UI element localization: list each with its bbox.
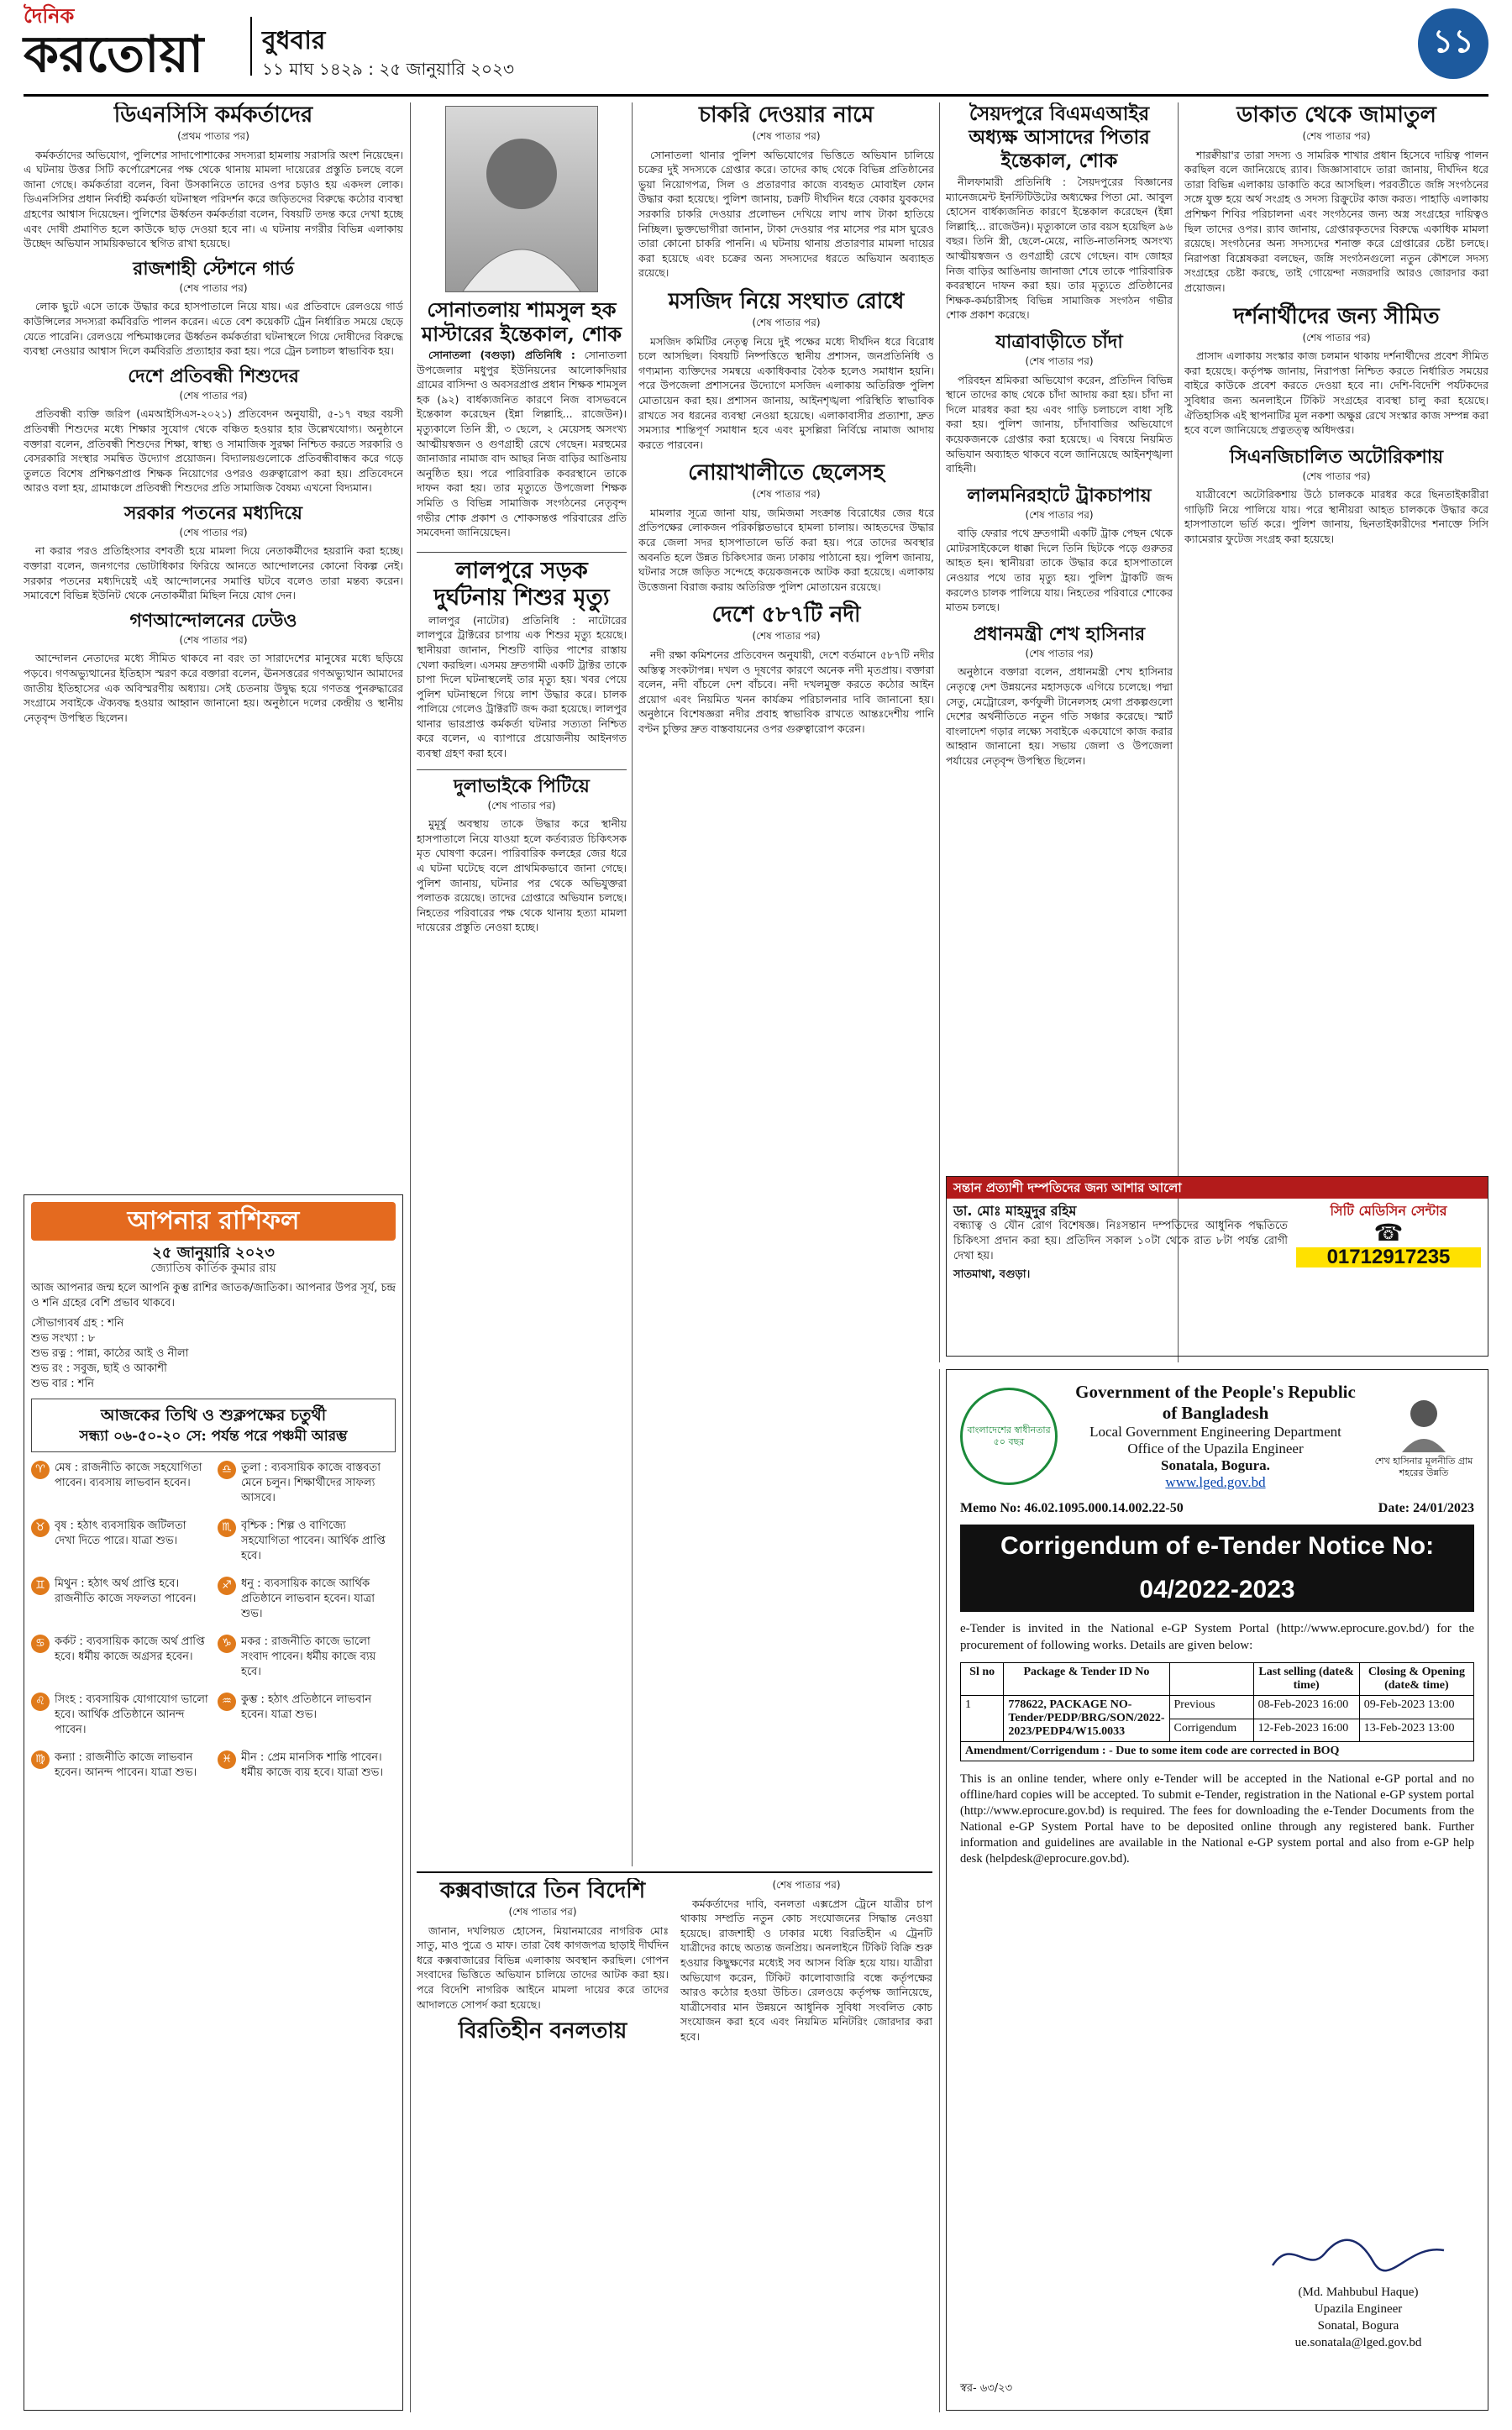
masthead-logo bbox=[24, 5, 242, 86]
article-headline: সৈয়দপুরে বিএমএআইর অধ্যক্ষ আসাদের পিতার ইন্তেকাল, শোক bbox=[969, 102, 1150, 172]
article-body: জানান, দখলিয়ত হোসেন, মিয়ানমারের নাগরিক মোঃ সাতু, মাও পুত্রে ও মাফ। তারা বৈধ কাগজপত্র ছাড়াই দীর্ঘদিন ধরে কক্সবাজারের বিভিন্ন এলাকায় অবস্থান করছিল। গোপন সংবাদের ভিত্তিতে অভিযান চালিয়ে তাদের আটক করা হয়। পরে বিদেশি নাগরিক আইনে মামলা দায়ের করে তাদের আদালতে সোপর্দ করা হয়েছে। bbox=[417, 1924, 669, 2011]
article-body: বাড়ি ফেরার পথে দ্রুতগামী একটি ট্রাক পেছন থেকে মোটরসাইকেলে ধাক্কা দিলে তিনি ছিটকে পড়ে গুরুতর আহত হন। স্থানীয়রা তাকে উদ্ধার করে হাসপাতালে নেওয়ার পথে তার মৃত্যু হয়। পুলিশ ট্রাকটি জব্দ করলেও চালক পালিয়ে যায়। নিহতের পরিবারে শোকের মাতম চলছে। bbox=[946, 527, 1173, 614]
article-govt bbox=[24, 502, 403, 603]
signature-block bbox=[1249, 2228, 1467, 2351]
zodiac-icon: ♊ bbox=[31, 1577, 50, 1595]
zodiac-icon: ♌ bbox=[31, 1693, 50, 1711]
tender-table bbox=[960, 1662, 1474, 1761]
table-header: Last selling (date& time) bbox=[1253, 1663, 1359, 1696]
article-dakat bbox=[1184, 102, 1488, 296]
portrait-icon bbox=[1399, 1393, 1449, 1452]
article-continuation: (শেষ পাতার পর) bbox=[1302, 130, 1371, 142]
tithi-title: আজকের তিথি ও শুক্লপক্ষের চতুর্থী bbox=[100, 1406, 327, 1425]
page-number-badge bbox=[1418, 8, 1488, 79]
rashi-item: ♓ মীন : প্রেম মানসিক শান্তি পাবেন। ধর্মীয় কাজে ব্যয় হবে। যাত্রা শুভ। bbox=[218, 1750, 396, 1781]
article-coxsbazar bbox=[417, 1878, 669, 2012]
column-divider bbox=[939, 102, 940, 1362]
article-jatrabari bbox=[946, 331, 1173, 476]
tender-title: Corrigendum of e-Tender Notice No: 04/2022-2023 bbox=[960, 1525, 1474, 1612]
article-headline: লালপুরে সড়ক দুর্ঘটনায় শিশুর মৃত্যু bbox=[433, 557, 610, 611]
article-rajshahi bbox=[24, 258, 403, 359]
article-body: প্রাসাদ এলাকায় সংস্কার কাজ চলমান থাকায় দর্শনার্থীদের প্রবেশ সীমিত করা হয়েছে। কর্তৃপক্ষ জানায়, নিরাপত্তা নিশ্চিত করতে নির্ধারিত সময়ের বাইরে কাউকে প্রবেশ করতে দেওয়া হবে না। দেশি-বিদেশি পর্যটকদের সুবিধার জন্য অনলাইনে টিকিট সংগ্রহের ব্যবস্থা চালু করা হয়েছে। ঐতিহাসিক এই স্থাপনাটির মূল নকশা অক্ষুণ্ণ রেখে সংস্কার কাজ সম্পন্ন করা হবে বলে জানিয়েছে প্রত্নতত্ত্ব অধিদপ্তর। bbox=[1184, 349, 1488, 437]
article-body: পরিবহন শ্রমিকরা অভিযোগ করেন, প্রতিদিন বিভিন্ন স্থানে তাদের কাছ থেকে চাঁদা আদায় করা হয়। চাঁদা না দিলে মারধর করা হয় এবং গাড়ি চলাচলে বাধা সৃষ্টি করা হয়। পুলিশ জানায়, চাঁদাবাজির অভিযোগে কয়েকজনকে গ্রেপ্তার করা হয়েছে। এ বিষয়ে নিয়মিত অভিযান অব্যাহত থাকবে বলে জানিয়েছে আইনশৃঙ্খলা বাহিনী। bbox=[946, 373, 1173, 475]
article-mosque bbox=[638, 289, 934, 452]
article-body: লালপুর (নাটোর) প্রতিনিধি : নাটোরের লালপুরে ট্রাক্টরের চাপায় এক শিশুর মৃত্যু হয়েছে। স্থানীয়রা জানান, শিশুটি বাড়ির পাশের রাস্তায় খেলা করছিল। এসময় দ্রুতগামী একটি ট্রাক্টর তাকে চাপা দিলে ঘটনাস্থলেই তার মৃত্যু হয়। খবর পেয়ে পুলিশ ঘটনাস্থলে গিয়ে লাশ উদ্ধার করে। চালক পালিয়ে গেলেও ট্রাক্টরটি জব্দ করা হয়েছে। লালপুর থানার ভারপ্রাপ্ত কর্মকর্তা ঘটনার সত্যতা নিশ্চিত করে বলেন, এ ব্যাপারে প্রয়োজনীয় আইনগত ব্যবস্থা গ্রহণ করা হবে। bbox=[417, 613, 627, 760]
rashi-item: ♎ তুলা : ব্যবসায়িক কাজে বাস্তবতা মেনে চলুন। শিক্ষার্থীদের সাফল্য আসবে। bbox=[218, 1461, 396, 1506]
article-headline: দুলাভাইকে পিটিয়ে bbox=[454, 774, 590, 797]
article-pm bbox=[946, 623, 1173, 769]
article-body: লোক ছুটে এসে তাকে উদ্ধার করে হাসপাতালে নিয়ে যায়। এর প্রতিবাদে রেলওয়ে গার্ড কাউন্সিলের সদস্যরা কর্মবিরতি পালন করেন। এতে বেশ কয়েকটি ট্রেন নির্ধারিত সময়ে ছেড়ে যেতে পারেনি। রেলওয়ে পশ্চিমাঞ্চলের ঊর্ধ্বতন কর্মকর্তারা ঘটনাস্থলে গিয়ে দোষীদের বিরুদ্ধে ব্যবস্থা নেওয়ার আশ্বাস দিলে কর্মবিরতি প্রত্যাহার করা হয়। পরে ট্রেন চলাচল স্বাভাবিক হয়। bbox=[24, 300, 403, 358]
article-body: মসজিদ কমিটির নেতৃত্ব নিয়ে দুই পক্ষের মধ্যে দীর্ঘদিন ধরে বিরোধ চলে আসছিল। বিষয়টি নিষ্পত্তিতে স্থানীয় প্রশাসন, জনপ্রতিনিধি ও গণ্যমান্য ব্যক্তিদের সমন্বয়ে একাধিকবার বৈঠক হলেও সমাধান হয়নি। পরে উপজেলা প্রশাসনের উদ্যোগে মসজিদ এলাকায় অতিরিক্ত পুলিশ মোতায়েন করা হয়। প্রশাসন জানায়, আইনশৃঙ্খলা পরিস্থিতি স্বাভাবিক রাখতে সব ধরনের ব্যবস্থা নেওয়া হয়েছে। এলাকাবাসীর প্রত্যাশা, দ্রুত সমস্যার শান্তিপূর্ণ সমাধান হবে এবং মুসল্লিরা নির্বিঘ্নে নামাজ আদায় করতে পারবেন। bbox=[638, 334, 934, 451]
lucky-line: শুভ রং : সবুজ, ছাই ও আকাশী bbox=[31, 1362, 167, 1375]
ad-footer: স্বর- ৬৩/২৩ bbox=[960, 2382, 1013, 2395]
article-headline: মসজিদ নিয়ে সংঘাত রোধে bbox=[668, 288, 905, 314]
article-body: সোনাতলা থানার পুলিশ অভিযোগের ভিত্তিতে অভিযান চালিয়ে চক্রের দুই সদস্যকে গ্রেপ্তার করে। তাদের কাছ থেকে বিভিন্ন প্রতিষ্ঠানের ভুয়া নিয়োগপত্র, সিল ও প্রতারণার কাজে ব্যবহৃত মোবাইল ফোন উদ্ধার করা হয়েছে। পুলিশ জানায়, চক্রটি দীর্ঘদিন ধরে বেকার যুবকদের সরকারি চাকরি দেওয়ার প্রলোভন দেখিয়ে লাখ লাখ টাকা হাতিয়ে নিচ্ছিল। ভুক্তভোগীরা জানান, টাকা দেওয়ার পর মাসের পর মাস ঘুরেও তারা কোনো চাকরি পাননি। এ ঘটনায় থানায় প্রতারণার মামলা দায়ের করা হয়েছে এবং চক্রের অন্য সদস্যদের ধরতে অভিযান অব্যাহত রয়েছে। bbox=[638, 148, 934, 280]
tithi-time: সন্ধ্যা ০৬-৫০-২০ সে: পর্যন্ত পরে পঞ্চমী আরম্ভ bbox=[79, 1428, 348, 1445]
article-saidpur bbox=[946, 102, 1173, 323]
article-headline: সরকার পতনের মধ্যদিয়ে bbox=[124, 501, 302, 524]
rashifal-date: ২৫ জানুয়ারি ২০২৩ bbox=[152, 1244, 275, 1262]
table-cell: 778622, PACKAGE NO- Tender/PEDP/BRG/SON/2022-2023/PEDP4/W15.0033 bbox=[1004, 1696, 1169, 1742]
rashifal-box bbox=[24, 1194, 403, 2411]
lucky-line: শুভ সংখ্যা : ৮ bbox=[31, 1332, 96, 1345]
masthead-divider bbox=[250, 17, 252, 76]
article-body: নীলফামারী প্রতিনিধি : সৈয়দপুরের বিজ্ঞানের ম্যানেজমেন্ট ইনস্টিটিউটের অধ্যক্ষের পিতা মো. আবুল হোসেন বার্ধক্যজনিত কারণে ইন্তেকাল করেছেন (ইন্না লিল্লাহি... রাজেউন)। মৃত্যুকালে তার বয়স হয়েছিল ৯৬ বছর। তিনি স্ত্রী, ছেলে-মেয়ে, নাতি-নাতনিসহ অসংখ্য আত্মীয়স্বজন ও গুণগ্রাহী রেখে গেছেন। বাদ জোহর নিজ বাড়ির আঙিনায় জানাজা শেষে তাকে পারিবারিক কবরস্থানে দাফন করা হয়। তার মৃত্যুতে প্রতিষ্ঠানের শিক্ষক-কর্মচারীসহ বিভিন্ন সামাজিক সংগঠন গভীর শোক প্রকাশ করেছে। bbox=[946, 176, 1173, 322]
obituary-text: সোনাতলা উপজেলার মধুপুর ইউনিয়নের আলোকদিয়ার গ্রামের বাসিন্দা ও অবসরপ্রাপ্ত প্রধান শিক্ষক শামসুল হক (৯২) বার্ধক্যজনিত কারণে নিজ বাসভবনে ইন্তেকাল করেছেন (ইন্না লিল্লাহি... রাজেউন)। মৃত্যুকালে তিনি স্ত্রী, ৩ ছেলে, ২ মেয়েসহ অসংখ্য আত্মীয়স্বজন ও গুণগ্রাহী রেখে গেছেন। মরহুমের জানাজার নামাজ বাদ আছর নিজ বাড়ির আঙিনায় অনুষ্ঠিত হয়। পরে পারিবারিক কবরস্থানে তাকে দাফন করা হয়। তার মৃত্যুতে উপজেলা শিক্ষক সমিতি ও বিভিন্ন সামাজিক সংগঠনের নেতৃবৃন্দ গভীর শোক প্রকাশ ও শোকসন্তপ্ত পরিবারের প্রতি সমবেদনা জানিয়েছেন। bbox=[417, 349, 627, 539]
section-rule bbox=[417, 1871, 932, 1873]
table-row bbox=[961, 1742, 1474, 1761]
article-continuation: (শেষ পাতার পর) bbox=[752, 130, 821, 142]
column-5 bbox=[1184, 102, 1488, 1169]
office-place: Sonatala, Bogura. bbox=[1161, 1457, 1270, 1473]
article-headline: ডিএনসিসি কর্মকর্তাদের bbox=[113, 102, 313, 128]
article-continuation: (শেষ পাতার পর) bbox=[179, 281, 248, 294]
article-children bbox=[24, 365, 403, 496]
article-headline: প্রধানমন্ত্রী শেখ হাসিনার bbox=[973, 622, 1146, 645]
zodiac-icon: ♐ bbox=[218, 1577, 236, 1595]
golden-jubilee-logo bbox=[960, 1388, 1058, 1485]
article-movement bbox=[24, 610, 403, 726]
article-headline: দর্শনার্থীদের জন্য সীমিত bbox=[1233, 303, 1440, 329]
article-headline: ডাকাত থেকে জামাতুল bbox=[1236, 102, 1436, 128]
article-body: কর্মকর্তাদের অভিযোগ, পুলিশের সাদাপোশাকের সদস্যরা হামলায় সরাসরি অংশ নিয়েছেন। এ ঘটনায় উত্তর সিটি কর্পোরেশনের পক্ষ থেকে থানায় মামলা দায়েরের প্রস্তুতি চলছে বলে জানা গেছে। কর্মকর্তারা বলেন, বিনা উসকানিতে তাদের ওপর চড়াও হয় একদল লোক। ডিএনসিসির প্রধান নির্বাহী কর্মকর্তা ঘটনাস্থল পরিদর্শন করে জড়িতদের বিরুদ্ধে কঠোর ব্যবস্থা গ্রহণের আশ্বাস দিয়েছেন। পুলিশের ঊর্ধ্বতন কর্মকর্তারা বলেন, বিষয়টি তদন্ত করে দেখা হচ্ছে এবং দোষী প্রমাণিত হলে কাউকে ছাড় দেওয়া হবে না। এ ঘটনায় নগরীর বিভিন্ন এলাকায় উচ্ছেদ অভিযান সাময়িকভাবে স্থগিত রাখা হয়েছে। bbox=[24, 148, 403, 250]
article-continuation: (শেষ পাতার পর) bbox=[179, 526, 248, 538]
masthead bbox=[24, 5, 1488, 89]
article-lalmonirhat bbox=[946, 485, 1173, 615]
signature-icon bbox=[1266, 2228, 1451, 2279]
column-2 bbox=[417, 102, 627, 1866]
article-continuation: (শেষ পাতার পর) bbox=[179, 633, 248, 646]
article-continuation: (শেষ পাতার পর) bbox=[1025, 508, 1094, 521]
zodiac-icon: ♑ bbox=[218, 1635, 236, 1653]
article-noakhali bbox=[638, 460, 934, 594]
table-cell: 12-Feb-2023 16:00 bbox=[1253, 1719, 1359, 1742]
article-headline: রাজশাহী স্টেশনে গার্ড bbox=[133, 257, 294, 280]
lower-left-articles bbox=[417, 1878, 932, 2412]
mujib-portrait bbox=[1373, 1393, 1474, 1479]
zodiac-icon: ♏ bbox=[218, 1519, 236, 1537]
office-name: Office of the Upazila Engineer bbox=[1127, 1441, 1304, 1456]
article-dnc bbox=[24, 102, 403, 251]
article-continuation: (শেষ পাতার পর) bbox=[1302, 331, 1371, 344]
zodiac-icon: ♒ bbox=[218, 1693, 236, 1711]
dept-name: Local Government Engineering Department bbox=[1089, 1424, 1341, 1440]
tender-intro: e-Tender is invited in the National e-GP System Portal (http://www.eprocure.gov.bd/) for the procurement of following works. Details are given below: bbox=[960, 1622, 1474, 1652]
table-cell: Previous bbox=[1169, 1696, 1253, 1719]
signer-title: Upazila Engineer bbox=[1314, 2302, 1403, 2316]
signer-name: (Md. Mahbubul Haque) bbox=[1298, 2286, 1419, 2299]
mujib-caption: শেখ হাসিনার মূলনীতি গ্রাম শহরের উন্নতি bbox=[1374, 1456, 1473, 1478]
article-body: শারক্বীয়া'র তারা সদস্য ও সামরিক শাখার প্রধান হিসেবে দায়িত্ব পালন করছিল বলে জানিয়েছে র‍্যাব। জিজ্ঞাসাবাদে তারা জানায়, দীর্ঘদিন ধরে তারা বিভিন্ন এলাকায় ডাকাতি করে আসছিল। পরবর্তীতে জঙ্গি সংগঠনের সঙ্গে যুক্ত হয়ে অর্থ সংগ্রহ ও সদস্য রিক্রুটের কাজ করত। পাহাড়ি এলাকায় প্রশিক্ষণ শিবির পরিচালনা এবং সংগঠনের জন্য অস্ত্র সংগ্রহের দায়িত্বও ছিল তাদের ওপর। র‍্যাব জানায়, গ্রেপ্তারকৃতদের বিরুদ্ধে একাধিক মামলা রয়েছে। সংগঠনের অন্য সদস্যদের শনাক্ত করে গ্রেপ্তারের চেষ্টা চলছে। নিরাপত্তা বিশ্লেষকরা বলছেন, জঙ্গি সংগঠনগুলো নতুন কৌশলে সদস্য সংগ্রহের চেষ্টা করছে, তাই গোয়েন্দা নজরদারি আরও জোরদার করা প্রয়োজন। bbox=[1184, 148, 1488, 294]
column-3 bbox=[638, 102, 934, 1362]
doctor-name: ডা. মোঃ মাহমুদুর রহিম bbox=[953, 1203, 1077, 1219]
memo-number: Memo No: 46.02.1095.000.14.002.22-50 bbox=[960, 1501, 1184, 1515]
table-header: Closing & Opening (date& time) bbox=[1359, 1663, 1473, 1696]
doctor-ad-header: সন্তান প্রত্যাশী দম্পতিদের জন্য আশার আলো bbox=[947, 1177, 1488, 1199]
table-row bbox=[961, 1696, 1474, 1719]
article-headline: সিএনজিচালিত অটোরিকশায় bbox=[1229, 445, 1444, 468]
rashi-item: ♏ বৃশ্চিক : শিল্প ও বাণিজ্যে সহযোগিতা পাবেন। আর্থিক প্রাপ্তি হবে। bbox=[218, 1519, 396, 1564]
rashi-item: ♑ মকর : রাজনীতি কাজে ভালো সংবাদ পাবেন। ধর্মীয় কাজে ব্যয় হবে। bbox=[218, 1635, 396, 1680]
rashi-grid bbox=[31, 1461, 396, 1785]
clinic-name: সিটি মেডিসিন সেন্টার bbox=[1330, 1203, 1447, 1219]
article-continuation: (শেষ পাতার পর) bbox=[179, 389, 248, 402]
tithi-box bbox=[31, 1399, 396, 1452]
obituary-headline: সোনাতলায় শামসুল হক মাস্টারের ইন্তেকাল, শোক bbox=[421, 297, 622, 346]
doctor-phone: 01712917235 bbox=[1296, 1247, 1481, 1267]
article-headline: চাকরি দেওয়ার নামে bbox=[698, 102, 874, 128]
issue-date: ১১ মাঘ ১৪২৯ : ২৫ জানুয়ারি ২০২৩ bbox=[262, 59, 514, 79]
column-divider bbox=[939, 1369, 940, 2412]
table-header: Package & Tender ID No bbox=[1004, 1663, 1169, 1696]
table-cell: 13-Feb-2023 13:00 bbox=[1359, 1719, 1473, 1742]
doctor-ad bbox=[946, 1176, 1488, 1357]
article-headline: গণআন্দোলনের ঢেউও bbox=[129, 609, 297, 632]
article-body: মুমূর্ষু অবস্থায় তাকে উদ্ধার করে স্থানীয় হাসপাতালে নিয়ে যাওয়া হলে কর্তব্যরত চিকিৎসক মৃত ঘোষণা করেন। পারিবারিক কলহের জের ধরে এ ঘটনা ঘটেছে বলে প্রাথমিকভাবে জানা গেছে। পুলিশ জানায়, ঘটনার পর থেকে অভিযুক্তরা পলাতক রয়েছে। তাদের গ্রেপ্তারে অভিযান চলছে। নিহতের পরিবারের পক্ষ থেকে থানায় হত্যা মামলা দায়েরের প্রস্তুতি নেওয়া হচ্ছে। bbox=[417, 817, 627, 934]
zodiac-icon: ♍ bbox=[31, 1750, 50, 1769]
article-body: অনুষ্ঠানে বক্তারা বলেন, প্রধানমন্ত্রী শেখ হাসিনার নেতৃত্বে দেশ উন্নয়নের মহাসড়কে এগিয়ে চলেছে। পদ্মা সেতু, মেট্রোরেল, কর্ণফুলী টানেলসহ মেগা প্রকল্পগুলো দেশের অর্থনীতিতে নতুন গতি সঞ্চার করেছে। স্মার্ট বাংলাদেশ গড়ার লক্ষ্যে সবাইকে একযোগে কাজ করার আহ্বান জানানো হয়। সভায় জেলা ও উপজেলা পর্যায়ের নেতৃবৃন্দ উপস্থিত ছিলেন। bbox=[946, 665, 1173, 767]
table-cell: 09-Feb-2023 13:00 bbox=[1359, 1696, 1473, 1719]
rashifal-lucky-list bbox=[31, 1316, 396, 1392]
article-headline: নোয়াখালীতে ছেলেসহ bbox=[688, 460, 885, 486]
article-headline: দেশে প্রতিবন্ধী শিশুদের bbox=[128, 365, 299, 387]
article-headline: দেশে ৫৮৭টি নদী bbox=[711, 602, 861, 628]
column-divider bbox=[1178, 102, 1179, 1362]
article-headline: কক্সবাজারে তিন বিদেশি bbox=[439, 1878, 646, 1903]
article-dulabhai bbox=[417, 769, 627, 935]
table-cell: Amendment/Corrigendum : - Due to some item code are corrected in BOQ bbox=[961, 1742, 1474, 1761]
article-continuation: (শেষ পাতার পর) bbox=[752, 488, 821, 501]
rashi-item: ♍ কন্যা : রাজনীতি কাজে লাভবান হবেন। আনন্দ পাবেন। যাত্রা শুভ। bbox=[31, 1750, 209, 1781]
logo-text: বাংলাদেশের স্বাধীনতার ৫০ বছর bbox=[967, 1425, 1051, 1447]
rashi-item: ♉ বৃষ : হঠাৎ ব্যবসায়িক জটিলতা দেখা দিতে পারে। যাত্রা শুভ। bbox=[31, 1519, 209, 1564]
article-body: যাত্রীবেশে অটোরিকশায় উঠে চালককে মারধর করে ছিনতাইকারীরা গাড়িটি নিয়ে পালিয়ে যায়। পরে স্থানীয়রা আহত চালককে উদ্ধার করে হাসপাতালে ভর্তি করে। পুলিশ জানায়, ছিনতাইকারীদের শনাক্তে সিসি ক্যামেরার ফুটেজ সংগ্রহ করা হয়েছে। bbox=[1184, 488, 1488, 546]
zodiac-icon: ♓ bbox=[218, 1750, 236, 1769]
lucky-line: শুভ বার : শনি bbox=[31, 1378, 94, 1390]
article-cng bbox=[1184, 446, 1488, 547]
rashi-item: ♊ মিথুন : হঠাৎ অর্থ প্রাপ্তি হবে। রাজনীতি কাজে সফলতা পাবেন। bbox=[31, 1577, 209, 1622]
table-cell: 1 bbox=[961, 1696, 1004, 1742]
rashifal-title: আপনার রাশিফল bbox=[31, 1202, 396, 1241]
column-divider bbox=[632, 102, 633, 1866]
rashi-item: ♐ ধনু : ব্যবসায়িক কাজে আর্থিক প্রতিষ্ঠানে লাভবান হবেন। যাত্রা শুভ। bbox=[218, 1577, 396, 1622]
article-continuation: (শেষ পাতার পর) bbox=[1025, 354, 1094, 367]
gov-title: Government of the People's Republic of Bangladesh bbox=[1075, 1382, 1356, 1423]
table-header: Sl no bbox=[961, 1663, 1004, 1696]
zodiac-icon: ♋ bbox=[31, 1635, 50, 1653]
article-continuation: (শেষ পাতার পর) bbox=[487, 799, 556, 811]
article-headline: লালমনিরহাটে ট্রাকচাপায় bbox=[967, 484, 1152, 506]
table-cell: Corrigendum bbox=[1169, 1719, 1253, 1742]
rashi-item: ♈ মেষ : রাজনীতি কাজে সহযোগিতা পাবেন। ব্যবসায় লাভবান হবেন। bbox=[31, 1461, 209, 1506]
doctor-address: সাতমাথা, বগুড়া। bbox=[953, 1268, 1031, 1281]
article-continuation: (শেষ পাতার পর) bbox=[772, 1879, 841, 1891]
obituary-photo bbox=[445, 106, 598, 292]
tender-note: This is an online tender, where only e-Tender will be accepted in the National e-GP portal and no offline/hard copies will be accepted. To submit e-Tender, registration in the National e-GP system portal (http://www.eprocure.gov.bd) is required. The fees for downloading the e-Tender Documents from the National e-GP System Portal have to be deposited online through any registered bank. Further information and guidelines are available in the National e-GP system portal and also from e-GP help desk (helpdesk@eprocure.gov.bd). bbox=[960, 1772, 1474, 1866]
article-continuation: (প্রথম পাতার পর) bbox=[177, 130, 249, 142]
signer-email: ue.sonatala@lged.gov.bd bbox=[1294, 2336, 1422, 2349]
article-dorshonarthi bbox=[1184, 304, 1488, 438]
portrait-icon bbox=[446, 107, 597, 291]
rashi-item: ♒ কুম্ভ : হঠাৎ প্রতিষ্ঠানে লাভবান হবেন। যাত্রা শুভ। bbox=[218, 1693, 396, 1738]
masthead-rule bbox=[24, 94, 1488, 97]
article-headline: বিরতিহীন বনলতায় bbox=[458, 2018, 627, 2044]
article-body: না করার পরও প্রতিহিংসার বশবর্তী হয়ে মামলা দিয়ে নেতাকর্মীদের হয়রানি করা হচ্ছে। বক্তারা বলেন, জনগণের ভোটাধিকার ফিরিয়ে আনতে আন্দোলনের কোনো বিকল্প নেই। সরকার পতনের মধ্যদিয়েই এই আন্দোলনের সমাপ্তি ঘটবে বলেও তারা মন্তব্য করেন। সমাবেশে বিভিন্ন ইউনিট থেকে নেতাকর্মীরা মিছিল নিয়ে যোগ দেন। bbox=[24, 544, 403, 602]
article-continuation: (শেষ পাতার পর) bbox=[1025, 647, 1094, 659]
article-continuation: (শেষ পাতার পর) bbox=[508, 1906, 577, 1918]
paper-name-small: দৈনিক bbox=[24, 3, 75, 28]
rashi-item: ♋ কর্কট : ব্যবসায়িক কাজে অর্থ প্রাপ্তি হবে। ধর্মীয় কাজে অগ্রসর হবেন। bbox=[31, 1635, 209, 1680]
article-body: কর্মকর্তাদের দাবি, বনলতা এক্সপ্রেস ট্রেনে যাত্রীর চাপ থাকায় সম্প্রতি নতুন কোচ সংযোজনের সিদ্ধান্ত নেওয়া হয়েছে। রাজশাহী ও ঢাকার মধ্যে বিরতিহীন এ ট্রেনটি যাত্রীদের কাছে অত্যন্ত জনপ্রিয়। অনলাইনে টিকিট বিক্রি শুরু হওয়ার কিছুক্ষণের মধ্যেই সব আসন বিক্রি হয়ে যায়। যাত্রীরা অভিযোগ করেন, টিকিট কালোবাজারি বন্ধে কর্তৃপক্ষের আরও কঠোর হওয়া উচিত। রেলওয়ে কর্তৃপক্ষ জানিয়েছে, যাত্রীসেবার মান উন্নয়নে আধুনিক সুবিধা সংবলিত কোচ সংযোজন করা হবে এবং নিয়মিত মনিটরিং জোরদার করা হবে। bbox=[680, 1897, 932, 2043]
article-continuation: (শেষ পাতার পর) bbox=[752, 316, 821, 328]
notice-date: Date: 24/01/2023 bbox=[1378, 1501, 1474, 1515]
table-header-row bbox=[961, 1663, 1474, 1696]
obituary-dateline: সোনাতলা (বগুড়া) প্রতিনিধি : bbox=[428, 349, 575, 361]
page-number: ১১ bbox=[1432, 22, 1474, 60]
article-body: প্রতিবন্ধী ব্যক্তি জরিপ (এমআইসিএস-২০২১) প্রতিবেদন অনুযায়ী, ৫-১৭ বছর বয়সী প্রতিবন্ধী শিশুদের মধ্যে শিক্ষার সুযোগ থেকে বঞ্চিত হওয়ার হার উল্লেখযোগ্য। অনুষ্ঠানে বক্তারা বলেন, প্রতিবন্ধী শিশুদের শিক্ষা, স্বাস্থ্য ও সামাজিক সুরক্ষা নিশ্চিত করতে সরকারি ও বেসরকারি সংস্থার সমন্বিত উদ্যোগ প্রয়োজন। বিদ্যালয়গুলোকে প্রতিবন্ধীবান্ধব করে গড়ে তুলতে বিশেষ প্রশিক্ষণপ্রাপ্ত শিক্ষক নিয়োগের ওপরও গুরুত্বারোপ করা হয়। প্রতিবেদনে আরও বলা হয়, গ্রামাঞ্চলে প্রতিবন্ধী শিশুদের প্রতি সামাজিক বৈষম্য এখনো বিদ্যমান। bbox=[24, 407, 403, 495]
signer-place: Sonatal, Bogura bbox=[1317, 2319, 1399, 2333]
zodiac-icon: ♎ bbox=[218, 1461, 236, 1479]
column-divider bbox=[410, 102, 411, 2412]
article-headline: যাত্রাবাড়ীতে চাঁদা bbox=[995, 330, 1123, 353]
article-job bbox=[638, 102, 934, 281]
article-body: আন্দোলন নেতাদের মধ্যে সীমিত থাকবে না বরং তা সারাদেশের মানুষের মধ্যে ছড়িয়ে পড়বে। গণঅভ্যুত্থানের ইতিহাস স্মরণ করে বক্তারা বলেন, ঊনসত্তরের গণঅভ্যুত্থান আমাদের জাতীয় ইতিহাসের এক অবিস্মরণীয় অধ্যায়। সেই চেতনায় উদ্বুদ্ধ হয়ে গণতন্ত্র পুনরুদ্ধারের সংগ্রামে সবাইকে ঐক্যবদ্ধ হওয়ার আহ্বান জানানো হয়। অনুষ্ঠানে দলের কেন্দ্রীয় ও স্থানীয় নেতৃবৃন্দ উপস্থিত ছিলেন। bbox=[24, 652, 403, 724]
doctor-details: বন্ধ্যাত্ব ও যৌন রোগ বিশেষজ্ঞ। নিঃসন্তান দম্পতিদের আধুনিক পদ্ধতিতে চিকিৎসা প্রদান করা হয়। প্রতিদিন সকাল ১০টা থেকে রাত ৮টা পর্যন্ত রোগী দেখা হয়। bbox=[953, 1220, 1288, 1262]
rashifal-astrologer: জ্যোতিষ কার্তিক কুমার রায় bbox=[150, 1262, 276, 1275]
rashi-item: ♌ সিংহ : ব্যবসায়িক যোগাযোগ ভালো হবে। আর্থিক প্রতিষ্ঠানে আনন্দ পাবেন। bbox=[31, 1693, 209, 1738]
article-rivers bbox=[638, 602, 934, 736]
zodiac-icon: ♈ bbox=[31, 1461, 50, 1479]
phone-icon: ☎ bbox=[1373, 1219, 1404, 1246]
office-website: www.lged.gov.bd bbox=[1165, 1474, 1266, 1490]
article-body: নদী রক্ষা কমিশনের প্রতিবেদন অনুযায়ী, দেশে বর্তমানে ৫৮৭টি নদীর অস্তিত্ব সংকটাপন্ন। দখল ও দূষণের কারণে অনেক নদী মৃতপ্রায়। বক্তারা বলেন, নদী বাঁচলে দেশ বাঁচবে। নদী দখলমুক্ত করতে কঠোর আইন প্রয়োগ এবং নিয়মিত খনন কার্যক্রম পরিচালনার দাবি জানানো হয়। অনুষ্ঠানে বিশেষজ্ঞরা নদীর প্রবাহ স্বাভাবিক রাখতে আন্তঃদেশীয় পানি বণ্টন চুক্তির দ্রুত বাস্তবায়নের ওপর গুরুত্বারোপ করেন। bbox=[638, 648, 934, 735]
column-4 bbox=[946, 102, 1173, 1362]
lucky-line: শুভ রত্ন : পান্না, কাঠের আই ও নীলা bbox=[31, 1347, 189, 1360]
table-cell: 08-Feb-2023 16:00 bbox=[1253, 1696, 1359, 1719]
lucky-line: সৌভাগ্যবর্ষ গ্রহ : শনি bbox=[31, 1317, 124, 1330]
tender-notice bbox=[946, 1369, 1488, 2411]
article-body: মামলার সূত্রে জানা যায়, জমিজমা সংক্রান্ত বিরোধের জের ধরে প্রতিপক্ষের লোকজন পরিকল্পিতভাবে হামলা চালায়। আহতদের উদ্ধার করে জেলা সদর হাসপাতালে ভর্তি করা হয়। পরে তাদের অবস্থার অবনতি হলে উন্নত চিকিৎসার জন্য ঢাকায় পাঠানো হয়। পুলিশ জানায়, ঘটনার সঙ্গে জড়িত সন্দেহে কয়েকজনকে আটক করা হয়েছে। এলাকায় উত্তেজনা বিরাজ করায় অতিরিক্ত পুলিশ মোতায়েন রয়েছে। bbox=[638, 506, 934, 593]
column-1 bbox=[24, 102, 403, 1186]
article-continuation: (শেষ পাতার পর) bbox=[1302, 470, 1371, 482]
table-header bbox=[1169, 1663, 1253, 1696]
obituary-body bbox=[417, 348, 627, 540]
paper-name: করতোয়া bbox=[24, 25, 204, 84]
article-lalpur bbox=[417, 552, 627, 761]
article-continuation: (শেষ পাতার পর) bbox=[752, 630, 821, 643]
zodiac-icon: ♉ bbox=[31, 1519, 50, 1537]
issue-day: বুধবার bbox=[262, 26, 326, 55]
rashifal-intro: আজ আপনার জন্ম হলে আপনি কুম্ভ রাশির জাতক/জাতিকা। আপনার উপর সূর্য, চন্দ্র ও শনি গ্রহের বেশি প্রভাব থাকবে। bbox=[31, 1282, 396, 1309]
